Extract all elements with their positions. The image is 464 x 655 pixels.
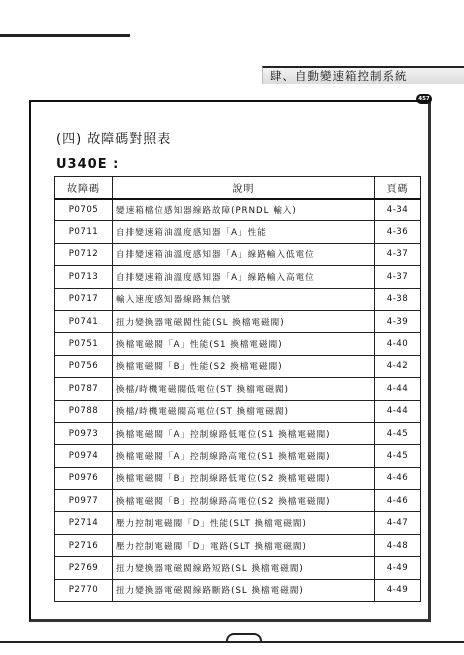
page-number-badge: 457: [416, 94, 432, 104]
description-cell: 換檔電磁閥「A」控制線路高電位(S1 換檔電磁閥): [113, 445, 375, 467]
description-cell: 換檔/時機電磁閥低電位(ST 換檔電磁閥): [113, 378, 375, 400]
description-cell: 換檔/時機電磁閥高電位(ST 換檔電磁閥): [113, 400, 375, 422]
chapter-title: 肆、自動變速箱控制系統: [270, 69, 408, 83]
description-cell: 自排變速箱油溫度感知器「A」性能: [113, 221, 375, 243]
fault-code-cell: P2770: [55, 579, 113, 601]
table-row: [55, 221, 421, 243]
table-row: [55, 266, 421, 288]
fault-code-cell: P0973: [55, 422, 113, 444]
fault-code-cell: P0713: [55, 266, 113, 288]
page-number-cell: 4-46: [375, 490, 421, 512]
description-cell: 扭力變換器電磁閥線路短路(SL 換檔電磁閥): [113, 557, 375, 579]
fault-code-cell: P0976: [55, 467, 113, 489]
page-number-cell: 4-47: [375, 512, 421, 534]
fault-code-cell: P0787: [55, 378, 113, 400]
fault-code-cell: P0717: [55, 288, 113, 310]
description-cell: 換檔電磁閥「B」控制線路低電位(S2 換檔電磁閥): [113, 467, 375, 489]
description-cell: 換檔電磁閥「A」性能(S1 換檔電磁閥): [113, 333, 375, 355]
page-number-cell: 4-49: [375, 557, 421, 579]
description-cell: 換檔電磁閥「B」控制線路高電位(S2 換檔電磁閥): [113, 490, 375, 512]
page-number-cell: 4-42: [375, 355, 421, 377]
table-row: [55, 534, 421, 556]
description-cell: 換檔電磁閥「B」性能(S2 換檔電磁閥): [113, 355, 375, 377]
fault-code-cell: P0741: [55, 310, 113, 332]
column-header-page: 頁碼: [375, 177, 421, 199]
table-row: [55, 422, 421, 444]
fault-code-cell: P0751: [55, 333, 113, 355]
table-row: [55, 557, 421, 579]
page-number-cell: 4-37: [375, 266, 421, 288]
table-header-row: [55, 177, 421, 199]
table-row: [55, 199, 421, 221]
section-title: (四) 故障碼對照表: [56, 132, 172, 147]
page-number-cell: 4-37: [375, 243, 421, 265]
fault-code-cell: P0712: [55, 243, 113, 265]
table-row: [55, 512, 421, 534]
description-cell: 壓力控制電磁閥「D」性能(SLT 換檔電磁閥): [113, 512, 375, 534]
model-title: U340E :: [56, 157, 120, 172]
page-number-cell: 4-38: [375, 288, 421, 310]
table-row: [55, 355, 421, 377]
column-header-description: 說明: [113, 177, 375, 199]
page-number-cell: 4-49: [375, 579, 421, 601]
page-number-cell: 4-45: [375, 422, 421, 444]
bottom-decorative-rule: [0, 641, 464, 643]
fault-code-table: [54, 176, 421, 602]
table-row: [55, 490, 421, 512]
page-number-cell: 4-48: [375, 534, 421, 556]
page-number-cell: 4-34: [375, 199, 421, 221]
table-row: [55, 288, 421, 310]
table-row: [55, 333, 421, 355]
fault-code-cell: P0977: [55, 490, 113, 512]
table-row: [55, 243, 421, 265]
table-row: [55, 579, 421, 601]
fault-code-cell: P0788: [55, 400, 113, 422]
page-number-cell: 4-39: [375, 310, 421, 332]
page-number-cell: 4-45: [375, 445, 421, 467]
fault-code-cell: P0756: [55, 355, 113, 377]
column-header-code: 故障碼: [55, 177, 113, 199]
table-row: [55, 467, 421, 489]
table-row: [55, 400, 421, 422]
description-cell: 自排變速箱油溫度感知器「A」線路輸入低電位: [113, 243, 375, 265]
fault-code-cell: P2714: [55, 512, 113, 534]
description-cell: 自排變速箱油溫度感知器「A」線路輸入高電位: [113, 266, 375, 288]
description-cell: 變速箱檔位感知器線路故障(PRNDL 輸入): [113, 199, 375, 221]
page-number-cell: 4-40: [375, 333, 421, 355]
page-number-cell: 4-36: [375, 221, 421, 243]
page-number-cell: 4-44: [375, 400, 421, 422]
description-cell: 壓力控制電磁閥「D」電路(SLT 換檔電磁閥): [113, 534, 375, 556]
fault-code-cell: P2769: [55, 557, 113, 579]
fault-code-cell: P0711: [55, 221, 113, 243]
fault-code-cell: P0974: [55, 445, 113, 467]
description-cell: 換檔電磁閥「A」控制線路低電位(S1 換檔電磁閥): [113, 422, 375, 444]
fault-code-cell: P0705: [55, 199, 113, 221]
page-number-cell: 4-46: [375, 467, 421, 489]
table-row: [55, 378, 421, 400]
description-cell: 輸入速度感知器線路無信號: [113, 288, 375, 310]
description-cell: 扭力變換器電磁閥性能(SL 換檔電磁閥): [113, 310, 375, 332]
top-decorative-rule: [0, 34, 130, 37]
table-row: [55, 445, 421, 467]
page-number-cell: 4-44: [375, 378, 421, 400]
description-cell: 扭力變換器電磁閥線路斷路(SL 換檔電磁閥): [113, 579, 375, 601]
fault-code-cell: P2716: [55, 534, 113, 556]
table-body: [55, 199, 421, 602]
table-row: [55, 310, 421, 332]
